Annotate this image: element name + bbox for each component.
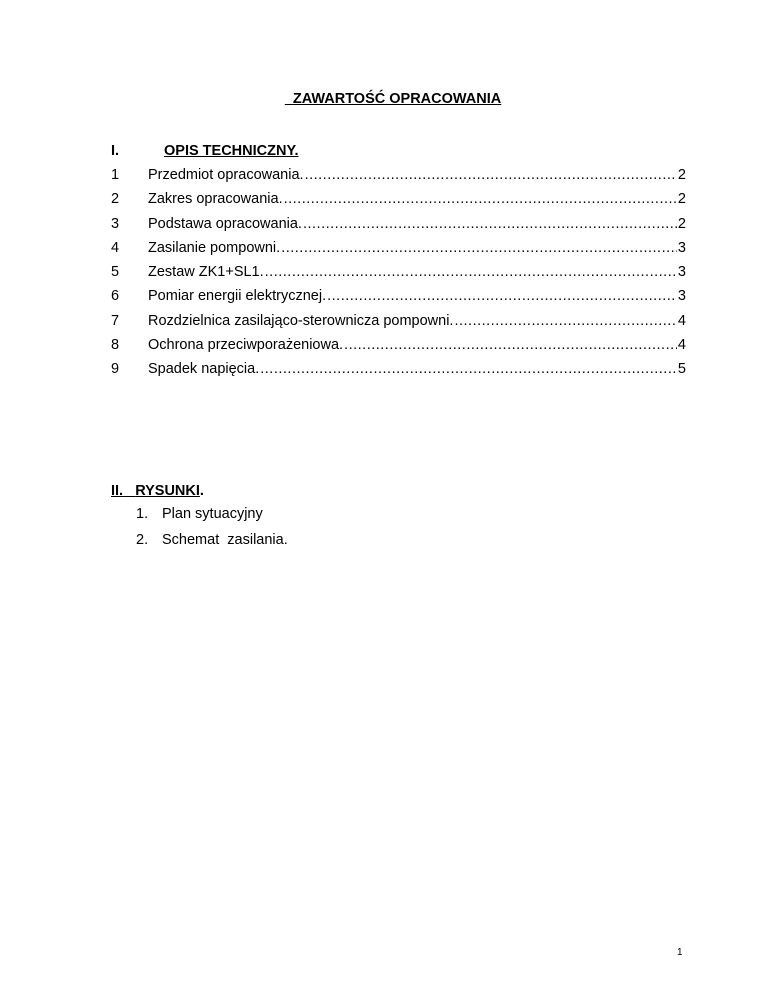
toc-item[interactable] [111, 264, 686, 288]
toc-item-text: Ochrona przeciwporażeniowa. [148, 337, 344, 354]
toc-item-page: 5 [677, 361, 686, 378]
toc-item[interactable] [111, 361, 686, 385]
toc-item-number: 9 [111, 361, 120, 378]
toc-item[interactable] [111, 167, 686, 191]
toc-item-number: 4 [111, 239, 120, 256]
section-heading-technical-description [111, 143, 299, 159]
toc-item-page: 4 [677, 337, 686, 354]
toc-item-text: Zasilanie pompowni. [148, 239, 281, 256]
toc-item-text: Spadek napięcia. [148, 361, 260, 378]
toc-dot-leader [281, 240, 677, 256]
toc-dot-leader [284, 191, 677, 207]
toc-item-number: 5 [111, 264, 120, 281]
toc-item-number: 8 [111, 337, 120, 354]
list-item [136, 506, 288, 532]
table-of-contents [111, 167, 686, 386]
toc-item-number: 1 [111, 167, 120, 183]
toc-item-text: Rozdzielnica zasilająco-sterownicza pompowni. [148, 312, 454, 329]
toc-dot-leader [344, 337, 677, 353]
toc-dot-leader [260, 361, 677, 377]
drawing-item-text: Plan sytuacyjny [162, 506, 263, 522]
toc-item[interactable] [111, 288, 686, 312]
toc-dot-leader [454, 313, 676, 329]
section-title: OPIS TECHNICZNY. [164, 143, 299, 159]
toc-item-number: 3 [111, 215, 120, 232]
document-title-text: ZAWARTOŚĆ OPRACOWANIA [292, 91, 502, 107]
document-title [0, 91, 768, 107]
toc-dot-leader [265, 264, 677, 280]
section-heading-drawings [111, 483, 204, 499]
toc-item-text: Przedmiot opracowania. [148, 167, 304, 183]
toc-item[interactable] [111, 240, 686, 264]
section-number: I. [111, 143, 120, 159]
toc-item-page: 3 [677, 239, 686, 256]
toc-item-text: Zestaw ZK1+SL1. [148, 264, 264, 281]
toc-item-page: 3 [677, 288, 686, 305]
drawing-item-number: 1. [136, 506, 149, 522]
toc-item-number: 2 [111, 191, 120, 208]
heading-underlined-space [123, 483, 135, 499]
drawings-list [136, 506, 288, 558]
toc-item-page: 2 [677, 215, 686, 232]
toc-item[interactable] [111, 337, 686, 361]
toc-item-text: Pomiar energii elektrycznej. [148, 288, 327, 305]
title-leading-space [285, 91, 293, 107]
toc-item-number: 7 [111, 312, 120, 329]
drawing-item-number: 2. [136, 532, 149, 548]
toc-item-page: 3 [677, 264, 686, 281]
toc-item-page: 2 [677, 191, 686, 208]
toc-item[interactable] [111, 191, 686, 215]
drawing-item-text: Schemat zasilania. [162, 532, 288, 548]
section-title: RYSUNKI [135, 483, 200, 499]
toc-dot-leader [303, 216, 677, 232]
section-number: II. [111, 483, 124, 499]
list-item [136, 532, 288, 558]
toc-item-text: Zakres opracowania. [148, 191, 283, 208]
toc-item-page: 2 [677, 167, 686, 183]
toc-dot-leader [305, 167, 677, 183]
toc-item-page: 4 [677, 312, 686, 329]
toc-item-text: Podstawa opracowania. [148, 215, 302, 232]
section-title-suffix: . [199, 483, 204, 499]
toc-dot-leader [327, 288, 677, 304]
toc-item[interactable] [111, 313, 686, 337]
page-number: 1 [677, 947, 683, 958]
toc-item-number: 6 [111, 288, 120, 305]
toc-item[interactable] [111, 216, 686, 240]
